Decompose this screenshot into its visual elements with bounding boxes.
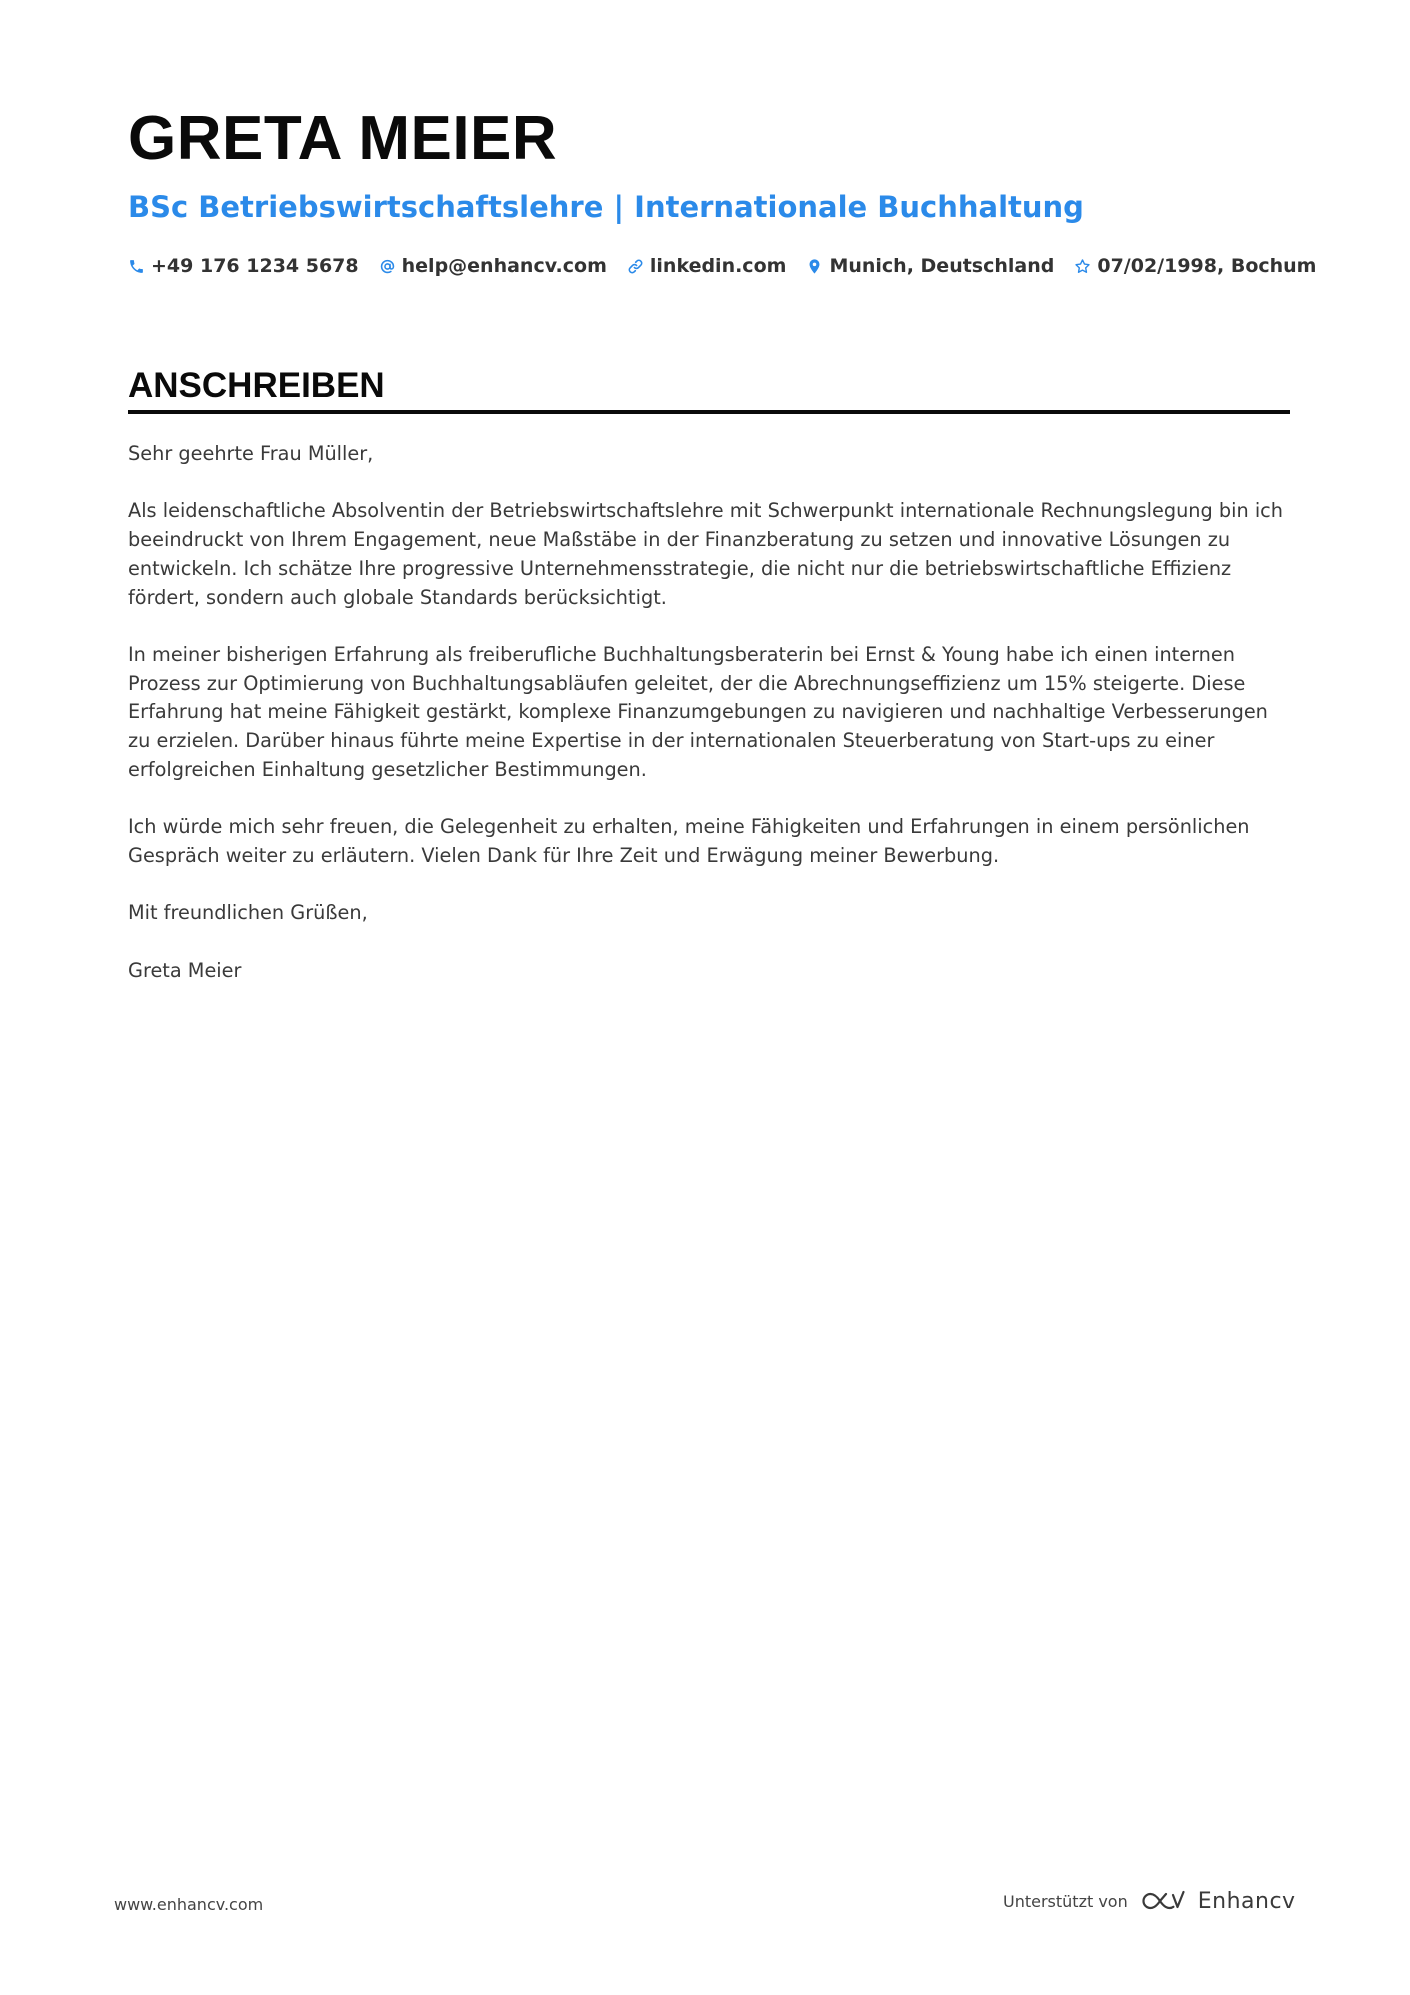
contact-birth xyxy=(1074,255,1316,277)
section-divider xyxy=(128,410,1290,414)
contact-birth-text: 07/02/1998, Bochum xyxy=(1097,255,1317,277)
enhancv-brand-name: Enhancv xyxy=(1197,1888,1296,1914)
contact-linkedin-text[interactable]: linkedin.com xyxy=(649,255,787,277)
star-icon xyxy=(1074,258,1091,275)
phone-icon xyxy=(128,258,145,275)
contact-email xyxy=(379,255,607,277)
contact-linkedin xyxy=(627,255,787,277)
contact-phone xyxy=(128,255,359,277)
contact-location xyxy=(806,255,1054,277)
footer-website-link[interactable]: www.enhancv.com xyxy=(114,1895,264,1914)
applicant-name: GRETA MEIER xyxy=(128,104,558,173)
letter-paragraph: Als leidenschaftliche Absolventin der Betriebswirtschaftslehre mit Schwerpunkt internationale Rechnungslegung bin ich beeindruckt von Ihrem Engagement, neue Maßstäbe in der Finanzberatung zu setzen und innovative Lösungen zu entwickeln. Ich schätze Ihre progressive Unternehmensstrategie, die nicht nur die betriebswirtschaftliche Effizienz fördert, sondern auch globale Standards berücksichtigt. xyxy=(128,499,1284,609)
footer-powered-by[interactable] xyxy=(1003,1888,1296,1914)
section-title: ANSCHREIBEN xyxy=(128,366,385,405)
enhancv-logo-icon xyxy=(1140,1888,1186,1914)
cover-letter-page xyxy=(128,0,1317,1995)
link-icon xyxy=(627,258,644,275)
letter-closing: Mit freundlichen Grüßen, xyxy=(128,901,368,925)
letter-paragraph: In meiner bisherigen Erfahrung als freiberufliche Buchhaltungsberaterin bei Ernst & Young habe ich einen internen Prozess zur Optimierung von Buchhaltungsabläufen geleitet, der die Abrechnungseffizienz um 15% steigerte. Diese Erfahrung hat meine Fähigkeit gestärkt, komplexe Finanzumgebungen zu navigieren und nachhaltige Verbesserungen zu erzielen. Darüber hinaus führte meine Expertise in der internationalen Steuerberatung von Start-ups zu einer erfolgreichen Einhaltung gesetzlicher Bestimmungen. xyxy=(128,642,1268,781)
location-pin-icon xyxy=(806,258,823,275)
contact-location-text: Munich, Deutschland xyxy=(829,255,1055,277)
letter-signature: Greta Meier xyxy=(128,958,242,982)
at-icon xyxy=(379,258,396,275)
letter-paragraph: Ich würde mich sehr freuen, die Gelegenheit zu erhalten, meine Fähigkeiten und Erfahrungen in einem persönlichen Gespräch weiter zu erläutern. Vielen Dank für Ihre Zeit und Erwägung meiner Bewerbung. xyxy=(128,815,1250,867)
letter-salutation: Sehr geehrte Frau Müller, xyxy=(128,442,374,465)
letter-body xyxy=(128,440,1290,1014)
contact-phone-text[interactable]: +49 176 1234 5678 xyxy=(151,255,359,277)
powered-by-label: Unterstützt von xyxy=(1003,1891,1128,1911)
applicant-headline: BSc Betriebswirtschaftslehre | Internationale Buchhaltung xyxy=(128,190,1084,224)
contact-email-text[interactable]: help@enhancv.com xyxy=(401,255,607,277)
contact-bar xyxy=(128,255,1336,277)
